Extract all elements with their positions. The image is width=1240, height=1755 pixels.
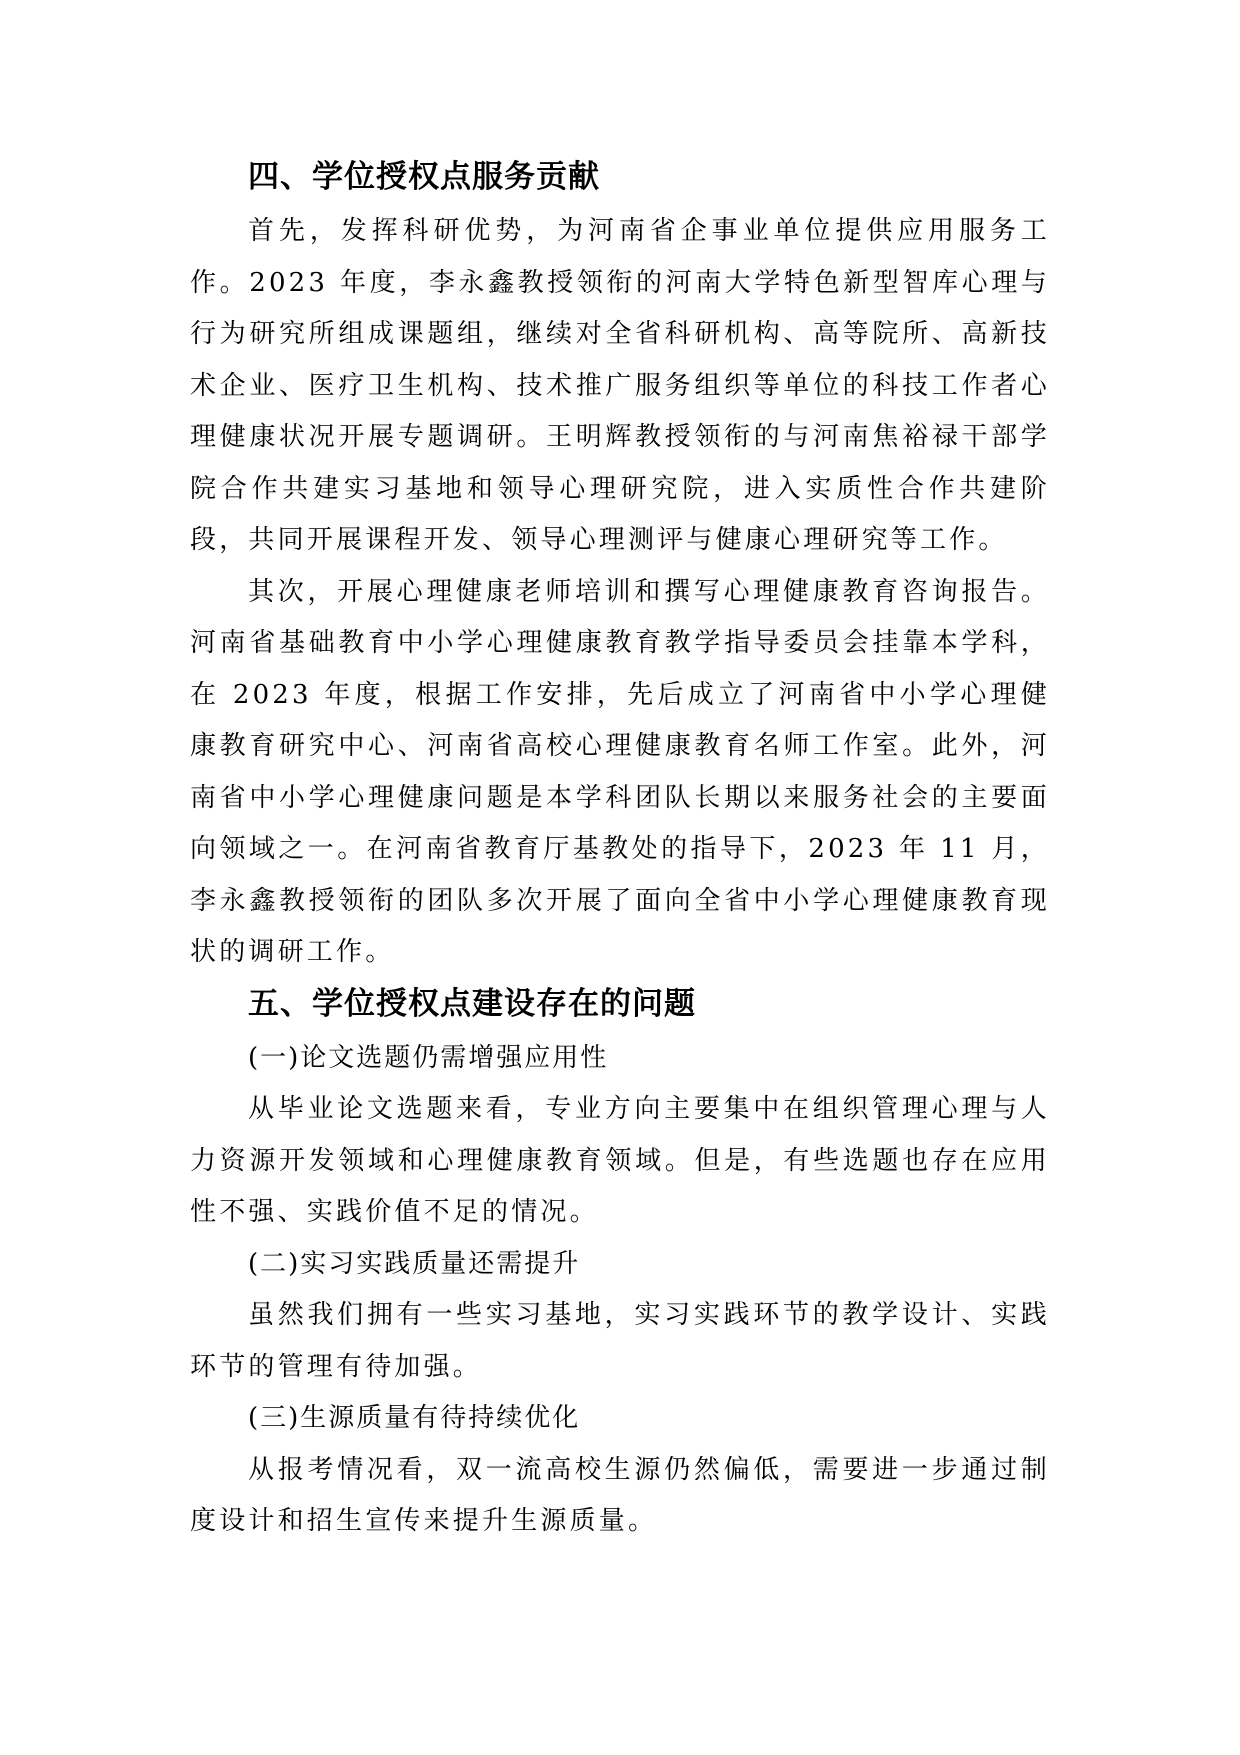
document-body [190,152,1050,1548]
paragraph-student-source-quality: 从报考情况看，双一流高校生源仍然偏低，需要进一步通过制度设计和招生宣传来提升生源质量。 [190,1454,1050,1536]
subheading-student-source-quality: (三)生源质量有待持续优化 [248,1403,581,1433]
section-heading-existing-problems: 五、学位授权点建设存在的问题 [248,985,696,1022]
section-heading-service-contribution: 四、学位授权点服务贡献 [248,159,600,195]
paragraph-research-service: 首先，发挥科研优势，为河南省企事业单位提供应用服务工作。2023 年度，李永鑫教授领衔的河南大学特色新型智库心理与行为研究所组成课题组，继续对全省科研机构、高等院所、高新技术企业、医疗卫生机构、技术推广服务组织等单位的科技工作者心理健康状况开展专题调研。王明辉教授领衔的与河南焦裕禄干部学院合作共建实习基地和领导心理研究院，进入实质性合作共建阶段，共同开展课程开发、领导心理测评与健康心理研究等工作。 [190,216,1050,555]
paragraph-thesis-topics: 从毕业论文选题来看，专业方向主要集中在组织管理心理与人力资源开发领域和心理健康教育领域。但是，有些选题也存在应用性不强、实践价值不足的情况。 [190,1094,1050,1227]
subheading-thesis-topics: (一)论文选题仍需增强应用性 [248,1042,609,1073]
paragraph-mental-health-training: 其次，开展心理健康老师培训和撰写心理健康教育咨询报告。河南省基础教育中小学心理健康教育教学指导委员会挂靠本学科，在 2023 年度，根据工作安排，先后成立了河南省中小学心理健康教育研究中心、河南省高校心理健康教育名师工作室。此外，河南省中小学心理健康问题是本学科团队长期以来服务社会的主要面向领域之一。在河南省教育厅基教处的指导下，2023 年 11 月，李永鑫教授领衔的团队多次开展了面向全省中小学心理健康教育现状的调研工作。 [190,576,1050,967]
subheading-internship-quality: (二)实习实践质量还需提升 [248,1248,581,1279]
paragraph-internship-quality: 虽然我们拥有一些实习基地，实习实践环节的教学设计、实践环节的管理有待加强。 [190,1300,1050,1382]
